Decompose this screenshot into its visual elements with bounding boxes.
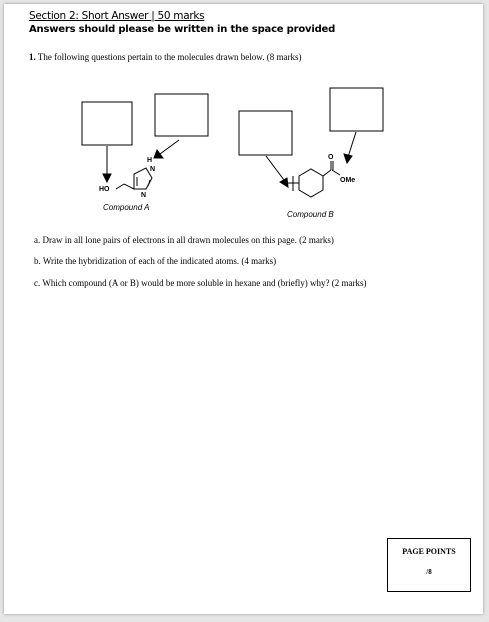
compound-a-structure bbox=[116, 168, 152, 189]
arrow-b1 bbox=[266, 156, 288, 187]
instructions-text: Answers should please be written in the space provided bbox=[29, 24, 336, 35]
answer-box-b2[interactable] bbox=[330, 88, 383, 131]
arrow-b2 bbox=[344, 132, 356, 163]
question-prompt: The following questions pertain to the molecules drawn below. (8 marks) bbox=[37, 52, 302, 62]
label-ring-n: N bbox=[141, 192, 147, 199]
label-ho: HO bbox=[99, 186, 110, 193]
answer-box-a2[interactable] bbox=[155, 94, 208, 136]
label-ome: OMe bbox=[340, 177, 356, 184]
section-title: Section 2: Short Answer | 50 marks bbox=[29, 10, 205, 22]
label-nh-h: H bbox=[147, 157, 153, 164]
subquestion-c: c. Which compound (A or B) would be more soluble in hexane and (briefly) why? (2 marks) bbox=[34, 278, 367, 288]
compound-b-caption: Compound B bbox=[287, 210, 334, 219]
page-points-title: PAGE POINTS bbox=[402, 547, 456, 556]
label-carbonyl-o: O bbox=[328, 154, 334, 161]
answer-box-a1[interactable] bbox=[82, 102, 132, 145]
page-points-value: /8 bbox=[426, 568, 432, 576]
label-nh-n: N bbox=[150, 166, 156, 173]
compound-a-caption: Compound A bbox=[103, 203, 150, 212]
arrow-a1 bbox=[103, 146, 111, 182]
arrow-a2 bbox=[154, 140, 179, 158]
question-number: 1. bbox=[29, 52, 36, 62]
subquestion-b: b. Write the hybridization of each of the indicated atoms. (4 marks) bbox=[34, 256, 277, 266]
subquestion-a: a. Draw in all lone pairs of electrons in all drawn molecules on this page. (2 marks) bbox=[34, 235, 334, 245]
answer-box-b1[interactable] bbox=[239, 111, 292, 155]
page-points-box bbox=[387, 538, 471, 592]
compound-b-structure bbox=[288, 161, 340, 197]
